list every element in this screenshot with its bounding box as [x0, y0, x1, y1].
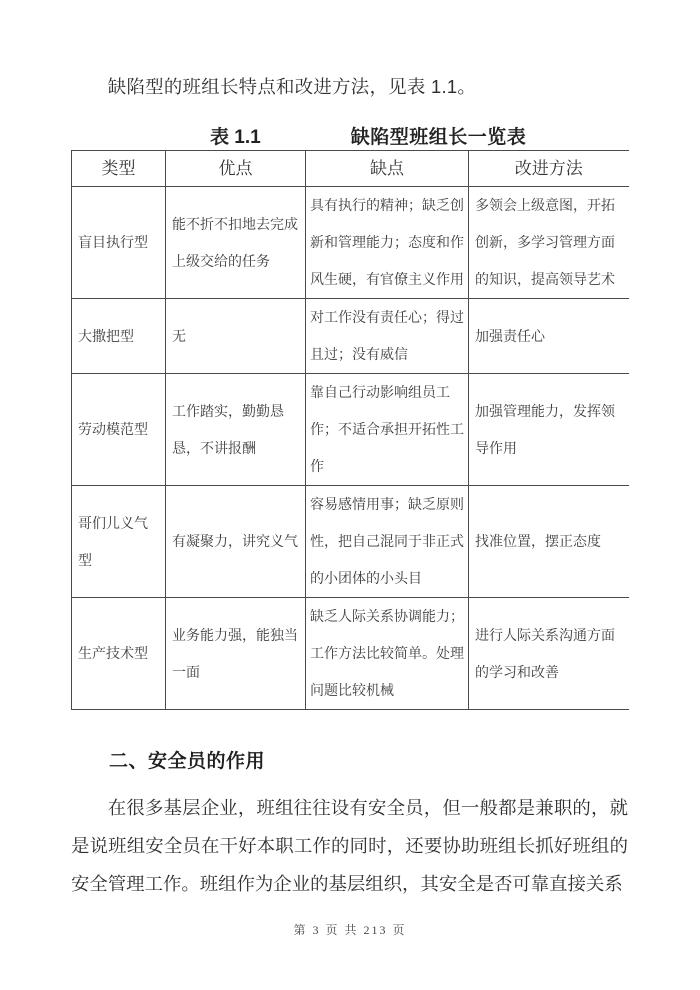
page-number: 第 3 页 共 213 页 [293, 923, 407, 937]
page-content [71, 0, 628, 922]
header-advantages: 优点 [166, 151, 306, 187]
cell-improvement: 多领会上级意图，开拓创新，多学习管理方面的知识，提高领导艺术 [469, 187, 629, 299]
leader-types-table [71, 150, 629, 710]
header-disadvantages: 缺点 [306, 151, 469, 187]
cell-improvement: 加强责任心 [469, 299, 629, 374]
cell-disadvantages: 具有执行的精神；缺乏创新和管理能力；态度和作风生硬，有官僚主义作用 [306, 187, 469, 299]
table-row [72, 299, 629, 374]
header-type: 类型 [72, 151, 166, 187]
table-caption [71, 120, 628, 150]
header-improvement: 改进方法 [469, 151, 629, 187]
cell-disadvantages: 容易感情用事；缺乏原则性，把自己混同于非正式的小团体的小头目 [306, 486, 469, 598]
cell-type: 盲目执行型 [72, 187, 166, 299]
table-row [72, 187, 629, 299]
table-caption-label: 表 1.1 [210, 126, 261, 148]
table-row [72, 374, 629, 486]
cell-disadvantages: 缺乏人际关系协调能力；工作方法比较简单。处理问题比较机械 [306, 598, 469, 710]
intro-paragraph: 缺陷型的班组长特点和改进方法，见表 1.1。 [107, 76, 477, 97]
cell-advantages: 有凝聚力，讲究义气 [166, 486, 306, 598]
cell-type: 大撒把型 [72, 299, 166, 374]
cell-disadvantages: 对工作没有责任心；得过且过；没有威信 [306, 299, 469, 374]
cell-type: 劳动模范型 [72, 374, 166, 486]
body-paragraph: 在很多基层企业，班组往往设有安全员，但一般都是兼职的，就是说班组安全员在干好本职工作的同时，还要协助班组长抓好班组的安全管理工作。班组作为企业的基层组织，其安全是否可靠直接关系 [71, 797, 628, 895]
cell-improvement: 进行人际关系沟通方面的学习和改善 [469, 598, 629, 710]
cell-disadvantages: 靠自己行动影响组员工作；不适合承担开拓性工作 [306, 374, 469, 486]
cell-advantages: 无 [166, 299, 306, 374]
cell-advantages: 业务能力强，能独当一面 [166, 598, 306, 710]
cell-advantages: 能不折不扣地去完成上级交给的任务 [166, 187, 306, 299]
table-row [72, 486, 629, 598]
cell-improvement: 找准位置，摆正态度 [469, 486, 629, 598]
cell-improvement: 加强管理能力，发挥领导作用 [469, 374, 629, 486]
cell-advantages: 工作踏实，勤勤恳恳，不讲报酬 [166, 374, 306, 486]
cell-type: 哥们儿义气型 [72, 486, 166, 598]
table-header-row [72, 151, 629, 187]
cell-type: 生产技术型 [72, 598, 166, 710]
page-footer [0, 921, 700, 938]
section-heading: 二、安全员的作用 [109, 751, 266, 773]
table-row [72, 598, 629, 710]
table-caption-title: 缺陷型班组长一览表 [350, 126, 527, 148]
